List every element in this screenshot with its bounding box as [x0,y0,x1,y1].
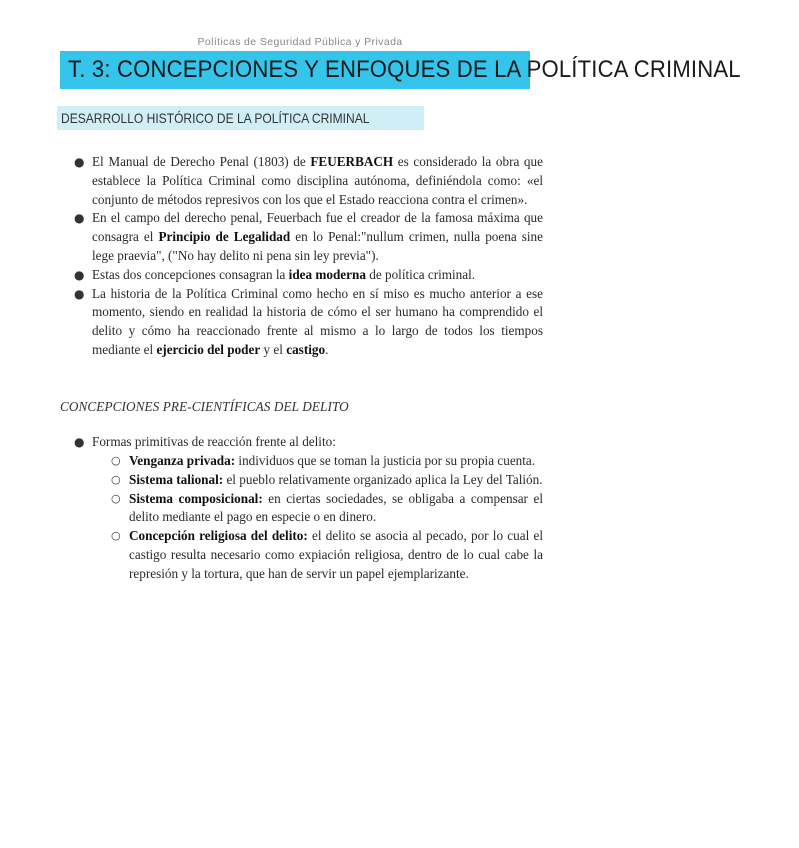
bullet-icon: ● [74,211,85,226]
list-item [111,471,543,490]
list-item [74,209,543,265]
text-run: y el [260,341,287,357]
term: Sistema talional: [129,471,224,487]
text-run: de política criminal. [365,266,476,282]
description: individuos que se toman la justicia por su propia cuenta. [235,453,536,468]
list-item [74,285,543,360]
document-title-text: T. 3: CONCEPCIONES Y ENFOQUES DE LA POLÍTICA CRIMINAL [68,56,741,83]
historical-bullet-list [0,153,600,360]
text-run: En el campo del derecho penal, Feuerbach fue el creador de la famosa máxima que consagra el [92,210,543,245]
bullet-icon: ● [74,435,85,449]
text-run: es considerado la obra que establece la Política Criminal como disciplina autónoma, definiéndola como: «el conjunto de métodos represivos con los que el Estado reacciona contra el crimen». [92,154,543,207]
page-header: Políticas de Seguridad Pública y Privada [197,36,403,48]
description: en ciertas sociedades, se obligaba a compensar el delito mediante el pago en especie o en dinero. [129,490,543,525]
circle-bullet-icon: ○ [111,491,121,505]
circle-bullet-icon: ○ [111,529,121,543]
bullet-icon: ● [74,155,85,169]
intro-bullet [74,433,543,452]
list-item [74,153,543,209]
list-item [111,490,543,528]
text-run: El Manual de Derecho Penal (1803) de [92,154,311,169]
intro-text: Formas primitivas de reacción frente al delito: [92,434,336,449]
bullet-icon: ● [74,286,85,301]
text-run: . [325,341,329,357]
list-item [74,266,543,285]
section-heading-prescientific: CONCEPCIONES PRE-CIENTÍFICAS DEL DELITO [60,399,349,414]
text-run: en lo Penal:"nullum crimen, nulla poena sine lege praevia", ("No hay delito ni pena sin ley previa"). [92,229,543,263]
list-item [111,452,543,471]
description: el delito se asocia al pecado, por lo cual el castigo resulta necesario como expiación religiosa, dentro de lo cual cabe la represión y la tortura, que han de servir un papel ejemplarizante. [129,528,543,581]
circle-bullet-icon: ○ [111,472,121,486]
description: el pueblo relativamente organizado aplica la Ley del Talión. [223,471,543,487]
term: Concepción religiosa del delito: [129,528,308,544]
circle-bullet-icon: ○ [111,454,121,467]
section-heading-historical [57,106,424,130]
bold-run: FEUERBACH [310,154,394,169]
list-item [111,527,543,583]
document-title [60,51,741,89]
text-run: Estas dos concepciones consagran la [92,266,289,282]
bold-run: Principio de Legalidad [158,229,291,245]
term: Sistema composicional: [129,490,263,506]
bold-run: idea moderna [288,266,366,282]
reaction-forms-list [0,452,600,584]
term: Venganza privada: [129,453,236,468]
bold-run: castigo [286,341,326,357]
section-heading-historical-text: DESARROLLO HISTÓRICO DE LA POLÍTICA CRIMINAL [61,110,370,126]
bold-run: ejercicio del poder [156,341,261,357]
bullet-icon: ● [74,267,85,282]
text-run: La historia de la Política Criminal como hecho en sí miso es mucho anterior a ese momento, siendo en realidad la historia de cómo el ser humano ha comprendido el delito y cómo ha reaccionado frente al mismo a lo largo de todos los tiempos mediante el [92,285,543,357]
